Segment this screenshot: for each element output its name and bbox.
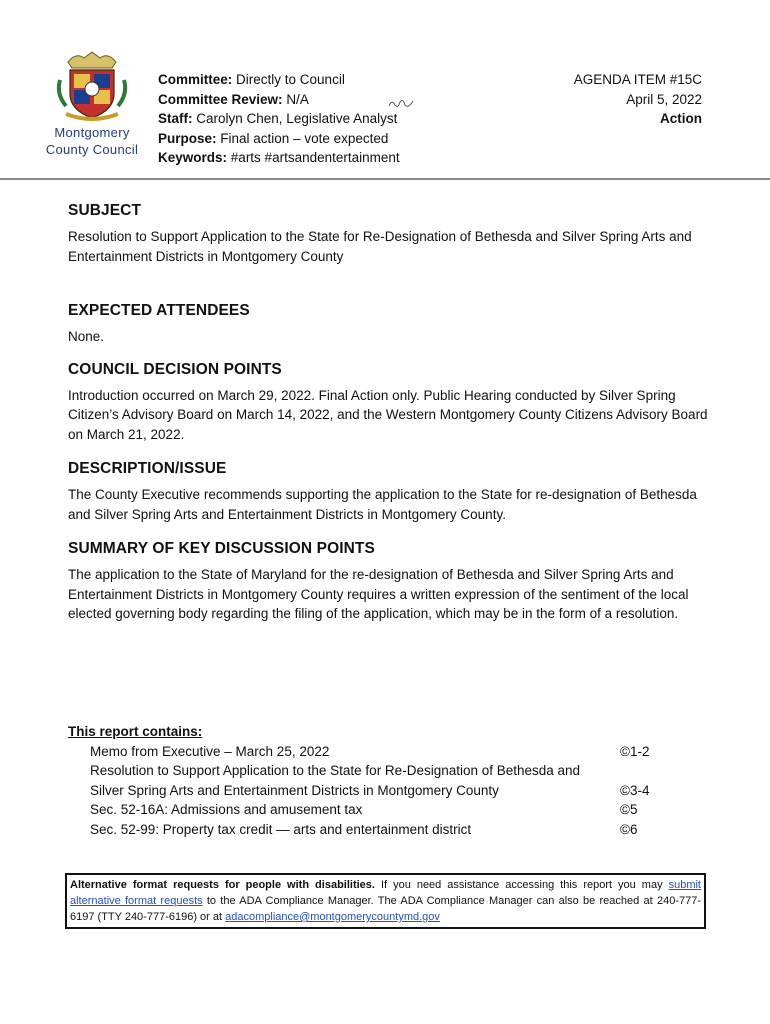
description-section (68, 460, 708, 524)
review-value: N/A (286, 91, 309, 107)
contents-item-page: ©3-4 (620, 782, 650, 798)
county-seal-logo (52, 44, 132, 124)
review-label: Committee Review: (158, 91, 283, 107)
purpose-value: Final action – vote expected (220, 130, 389, 146)
contents-item-text: Memo from Executive – March 25, 2022 (90, 743, 330, 759)
contents-table (90, 742, 664, 840)
purpose-row (158, 129, 400, 149)
description-text: The County Executive recommends supporting the application to the State for re-designation of Bethesda and Silver Spring Arts and Entertainment Districts in Montgomery County. (68, 487, 697, 522)
attendees-section (68, 302, 708, 347)
attendees-heading: EXPECTED ATTENDEES (68, 302, 250, 319)
contents-row (90, 800, 664, 820)
subject-section (68, 202, 708, 266)
committee-value: Directly to Council (236, 72, 345, 87)
staff-label: Staff: (158, 111, 193, 126)
review-row (158, 90, 400, 110)
staff-value: Carolyn Chen, Legislative Analyst (196, 111, 398, 126)
summary-text: The application to the State of Maryland for the re-designation of Bethesda and Silver Spring Arts and Entertainment Districts in Montgomery County requires a written expression of the sentiment of the local elected governing body regarding the filing of the application, which may be in the form of a resolution. (68, 567, 689, 621)
subject-heading: SUBJECT (68, 202, 142, 219)
meeting-meta (158, 70, 400, 168)
contents-item-page: ©6 (620, 821, 638, 837)
staff-row (158, 109, 400, 129)
subject-text: Resolution to Support Application to the State for Re-Designation of Bethesda and Silver Spring Arts and Entertainment Districts in Montgomery County (68, 229, 692, 264)
keywords-row (158, 148, 400, 168)
logo-caption-line-2: County Council (45, 142, 139, 157)
contents-item-text: Sec. 52-99: Property tax credit — arts and entertainment district (90, 821, 472, 837)
submit-alternative-format-link[interactable]: submit alternative format requests (70, 879, 701, 907)
report-contents-title: This report contains: (68, 724, 203, 739)
summary-section (68, 540, 708, 624)
contents-row (90, 761, 664, 800)
summary-heading: SUMMARY OF KEY DISCUSSION POINTS (68, 540, 375, 557)
decision-heading: COUNCIL DECISION POINTS (68, 360, 282, 378)
decision-text: Introduction occurred on March 29, 2022. Final Action only. Public Hearing conducted by Silver Spring Citizen’s Advisory Board on March 14, 2022, and the Western Montgomery County Citizens Advisory Board on March 21, 2022. (68, 387, 708, 442)
signature-mark-icon (388, 98, 414, 113)
agenda-info (574, 70, 702, 129)
contents-item-page: ©1-2 (620, 743, 650, 759)
notice-text-1: If you need assistance accessing this report you may (374, 879, 669, 891)
notice-bold-lead: Alternative format requests for people with disabilities. (70, 879, 375, 891)
notice-text-2: to the ADA Compliance Manager. The ADA Compliance Manager can also be reached at 240-777-6197 (TTY 240-777-6196) or at (70, 895, 701, 923)
accessibility-notice (65, 873, 706, 929)
decision-section (68, 361, 708, 445)
description-heading: DESCRIPTION/ISSUE (68, 460, 227, 477)
contents-item-text: Sec. 52-16A: Admissions and amusement tax (90, 802, 363, 817)
contents-item-page: ©5 (620, 802, 638, 817)
contents-item-text: Resolution to Support Application to the State for Re-Designation of Bethesda and Silver Spring Arts and Entertainment Districts in Montgomery County (90, 763, 581, 798)
attendees-text: None. (68, 329, 105, 344)
ada-email-link[interactable]: adacompliance@montgomerycountymd.gov (225, 911, 440, 923)
agenda-action: Action (660, 111, 702, 126)
agenda-item-number: AGENDA ITEM #15C (573, 72, 702, 87)
purpose-label: Purpose: (158, 130, 217, 146)
contents-row (90, 742, 664, 762)
logo-caption (40, 124, 144, 158)
header-divider (0, 178, 770, 180)
contents-row (90, 820, 664, 840)
committee-label: Committee: (158, 72, 233, 87)
committee-row (158, 70, 400, 90)
keywords-label: Keywords: (158, 150, 228, 165)
keywords-value: #arts #artsandentertainment (230, 150, 400, 165)
agenda-date: April 5, 2022 (626, 91, 702, 107)
report-body (68, 202, 708, 624)
logo-caption-line-1: Montgomery (54, 125, 130, 140)
report-contents (68, 722, 668, 839)
